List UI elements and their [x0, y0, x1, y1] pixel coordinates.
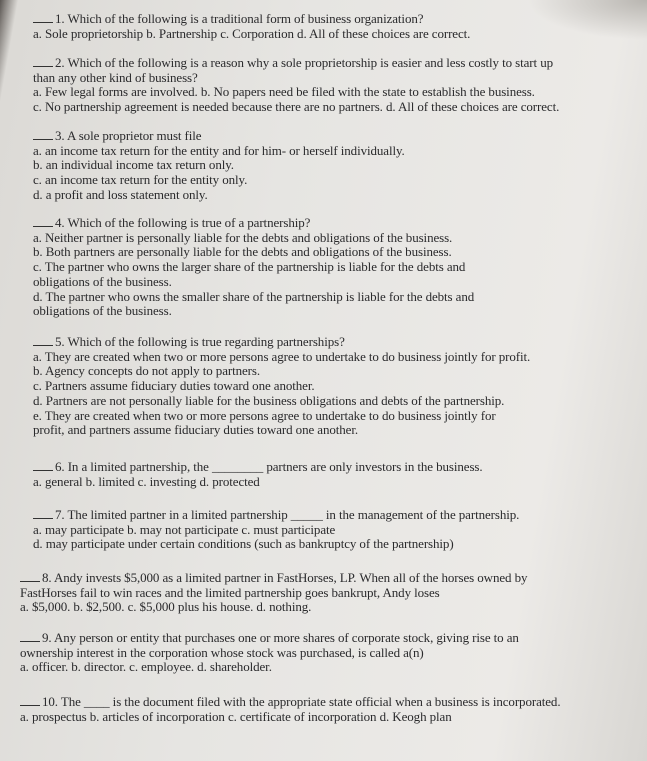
- line-text: 9. Any person or entity that purchases one or more shares of corporate stock, giving rise to an: [42, 630, 519, 645]
- question-stem: [33, 460, 639, 475]
- line-text: FastHorses fail to win races and the limited partnership goes bankrupt, Andy loses: [20, 584, 440, 600]
- question-6: [33, 460, 639, 489]
- question-9: [20, 631, 639, 675]
- question-line: [33, 27, 639, 42]
- answer-blank[interactable]: [33, 56, 53, 67]
- question-2: [33, 56, 639, 115]
- line-text: d. The partner who owns the smaller share of the partnership is liable for the debts and: [33, 288, 475, 304]
- line-text: b. Agency concepts do not apply to partners.: [33, 363, 261, 379]
- answer-blank[interactable]: [20, 695, 40, 706]
- answer-blank[interactable]: [33, 335, 53, 346]
- question-1: [33, 12, 639, 41]
- question-line: [33, 260, 639, 275]
- line-text: d. a profit and loss statement only.: [33, 186, 208, 202]
- line-text: ownership interest in the corporation whose stock was purchased, is called a(n): [20, 644, 424, 660]
- line-text: c. No partnership agreement is needed because there are no partners. d. All of these choices are correct.: [33, 99, 560, 115]
- question-5: [33, 335, 639, 438]
- question-stem: [33, 12, 639, 27]
- line-text: c. Partners assume fiduciary duties toward one another.: [33, 378, 315, 394]
- question-4: [33, 216, 639, 319]
- line-text: 2. Which of the following is a reason why a sole proprietorship is easier and less costly to start up: [55, 55, 553, 70]
- question-line: [33, 290, 639, 305]
- question-line: [20, 586, 639, 601]
- line-text: a. Neither partner is personally liable for the debts and obligations of the business.: [33, 229, 453, 245]
- line-text: profit, and partners assume fiduciary duties toward one another.: [33, 422, 358, 438]
- question-line: [33, 275, 639, 290]
- line-text: 4. Which of the following is true of a partnership?: [55, 215, 311, 230]
- line-text: c. an income tax return for the entity only.: [33, 172, 248, 188]
- question-line: [33, 71, 639, 86]
- line-text: a. general b. limited c. investing d. protected: [33, 473, 260, 489]
- question-line: [33, 158, 639, 173]
- question-line: [33, 350, 639, 365]
- answer-blank[interactable]: [20, 631, 40, 642]
- question-stem: [33, 335, 639, 350]
- answer-blank[interactable]: [33, 508, 53, 519]
- question-line: [20, 660, 639, 675]
- question-3: [33, 129, 639, 203]
- question-line: [33, 423, 639, 438]
- line-text: than any other kind of business?: [33, 69, 198, 85]
- question-line: [33, 100, 639, 115]
- line-text: 7. The limited partner in a limited partnership _____ in the management of the partnership.: [55, 507, 520, 522]
- question-line: [33, 537, 639, 552]
- line-text: a. Few legal forms are involved. b. No papers need be filed with the state to establish the business.: [33, 84, 535, 100]
- question-line: [20, 646, 639, 661]
- question-stem: [33, 129, 639, 144]
- line-text: d. may participate under certain conditions (such as bankruptcy of the partnership): [33, 536, 454, 552]
- line-text: 6. In a limited partnership, the ________ partners are only investors in the business.: [55, 459, 483, 474]
- question-stem: [20, 571, 639, 586]
- line-text: c. The partner who owns the larger share of the partnership is liable for the debts and: [33, 259, 466, 275]
- question-line: [33, 475, 639, 490]
- answer-blank[interactable]: [33, 460, 53, 471]
- question-stem: [33, 508, 639, 523]
- question-line: [20, 600, 639, 615]
- line-text: b. an individual income tax return only.: [33, 157, 234, 173]
- question-10: [20, 695, 639, 724]
- answer-blank[interactable]: [33, 129, 53, 140]
- question-line: [33, 188, 639, 203]
- answer-blank[interactable]: [33, 216, 53, 227]
- question-line: [33, 304, 639, 319]
- question-stem: [20, 631, 639, 646]
- answer-blank[interactable]: [20, 571, 40, 582]
- question-7: [33, 508, 639, 552]
- question-stem: [20, 695, 639, 710]
- line-text: 10. The ____ is the document filed with the appropriate state official when a business is incorporated.: [42, 694, 561, 709]
- line-text: obligations of the business.: [33, 303, 172, 319]
- line-text: e. They are created when two or more persons agree to undertake to do business jointly for: [33, 407, 496, 423]
- question-8: [20, 571, 639, 615]
- line-text: a. $5,000. b. $2,500. c. $5,000 plus his house. d. nothing.: [20, 599, 312, 615]
- line-text: a. may participate b. may not participate c. must participate: [33, 521, 336, 537]
- question-line: [33, 85, 639, 100]
- answer-blank[interactable]: [33, 12, 53, 23]
- question-line: [20, 710, 639, 725]
- question-stem: [33, 216, 639, 231]
- question-line: [33, 173, 639, 188]
- line-text: a. Sole proprietorship b. Partnership c. Corporation d. All of these choices are correct.: [33, 25, 471, 41]
- question-line: [33, 144, 639, 159]
- question-line: [33, 523, 639, 538]
- line-text: b. Both partners are personally liable for the debts and obligations of the business.: [33, 244, 452, 260]
- line-text: 8. Andy invests $5,000 as a limited partner in FastHorses, LP. When all of the horses owned by: [42, 570, 528, 585]
- question-stem: [33, 56, 639, 71]
- line-text: d. Partners are not personally liable for the business obligations and debts of the partnership.: [33, 392, 505, 408]
- line-text: 1. Which of the following is a traditional form of business organization?: [55, 11, 424, 26]
- question-line: [33, 245, 639, 260]
- question-line: [33, 394, 639, 409]
- line-text: a. an income tax return for the entity and for him- or herself individually.: [33, 142, 405, 158]
- line-text: a. prospectus b. articles of incorporation c. certificate of incorporation d. Keogh plan: [20, 708, 452, 724]
- line-text: obligations of the business.: [33, 273, 172, 289]
- question-line: [33, 231, 639, 246]
- question-line: [33, 409, 639, 424]
- line-text: a. officer. b. director. c. employee. d. shareholder.: [20, 659, 272, 675]
- question-line: [33, 364, 639, 379]
- line-text: a. They are created when two or more persons agree to undertake to do business jointly for profit.: [33, 348, 531, 364]
- line-text: 3. A sole proprietor must file: [55, 128, 202, 143]
- line-text: 5. Which of the following is true regarding partnerships?: [55, 334, 345, 349]
- question-line: [33, 379, 639, 394]
